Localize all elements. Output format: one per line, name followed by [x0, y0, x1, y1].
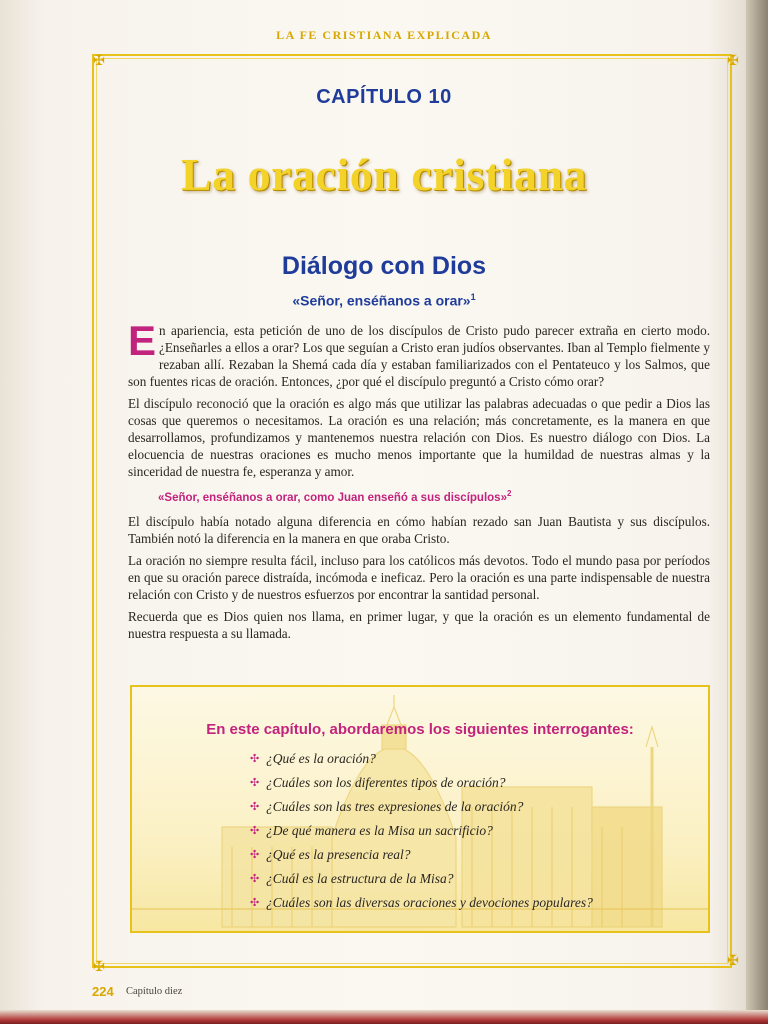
question-text: ¿Cuáles son las diversas oraciones y devociones populares? [266, 895, 593, 910]
section-title: Diálogo con Dios [281, 252, 487, 280]
paragraph [128, 317, 710, 390]
question-text: ¿De qué manera es la Misa un sacrificio? [266, 823, 493, 838]
cross-bullet-icon: ✣ [250, 873, 260, 885]
footnote-ref: 2 [506, 489, 512, 498]
question-item [250, 795, 593, 819]
question-text: ¿Qué es la presencia real? [266, 847, 411, 862]
question-item [250, 891, 593, 915]
question-item [250, 819, 593, 843]
cross-bullet-icon: ✣ [250, 897, 260, 909]
cross-bullet-icon: ✣ [250, 801, 260, 813]
cross-bullet-icon: ✣ [250, 777, 260, 789]
question-item [250, 771, 593, 795]
cross-ornament-icon: ✠ [93, 54, 105, 69]
cross-ornament-icon: ✠ [93, 960, 105, 975]
chapter-questions-box [130, 685, 710, 933]
page-edge-bottom [0, 1010, 768, 1024]
question-text: ¿Cuáles son las tres expresiones de la oración? [266, 799, 524, 814]
chapter-footer-label: Capítulo diez [126, 986, 183, 997]
question-text: ¿Qué es la oración? [266, 751, 376, 766]
questions-list [250, 747, 593, 915]
cross-bullet-icon: ✣ [250, 849, 260, 861]
question-text: ¿Cuáles son los diferentes tipos de oración? [266, 775, 506, 790]
page-number: 224 [92, 984, 114, 999]
cross-bullet-icon: ✣ [250, 753, 260, 765]
paragraph: El discípulo reconoció que la oración es algo más que utilizar las palabras adecuadas o que pedir a Dios las cosas que queremos o necesitamos. La oración es una relación; más concretamente, es la manera en que desarrollamos, profundizamos y mantenemos nuestra relación con Dios. Es nuestro diálogo con Dios. La elocuencia de nuestras oraciones es mucho menos importante que la humildad de nuestras almas y la sinceridad de nuestra fe, esperanza y amor. [128, 396, 710, 479]
footnote-ref: 1 [470, 292, 476, 302]
paragraph: La oración no siempre resulta fácil, incluso para los católicos más devotos. Todo el mundo pasa por períodos en que su oración parece distraída, incómoda e ineficaz. Pero la oración es una parte indispensable de nuestra relación con Cristo y de nuestros esfuerzos por encontrar la santidad personal. [128, 552, 710, 602]
questions-heading: En este capítulo, abordaremos los siguientes interrogantes: [206, 721, 634, 738]
pull-quote-text: «Señor, enséñanos a orar, como Juan enseñó a sus discípulos» [158, 491, 507, 504]
paragraph: Recuerda que es Dios quien nos llama, en primer lugar, y que la oración es un elemento fundamental de nuestra respuesta a su llamada. [128, 608, 710, 641]
cross-ornament-icon: ✠ [727, 54, 739, 69]
section-quote-text: «Señor, enséñanos a orar» [292, 292, 471, 309]
cross-bullet-icon: ✣ [250, 825, 260, 837]
pull-quote [158, 485, 710, 507]
question-item [250, 747, 593, 771]
paragraph-text: n apariencia, esta petición de uno de los discípulos de Cristo pudo parecer extraña en cierto modo. ¿Enseñarles a ellos a orar? Los que seguían a Cristo eran judíos observantes. Iban al Templo fielmente y rezaban allí. Rezaban la Shemá cada día y estaban familiarizados con el Pentateuco y los Salmos, que son fuentes ricas de oración. Entonces, ¿por qué el discípulo preguntó a Cristo cómo orar? [128, 323, 710, 389]
chapter-title: La oración cristiana [180, 149, 588, 200]
paragraph: El discípulo había notado alguna diferencia en cómo habían rezado san Juan Bautista y sus discípulos. También notó la diferencia en la manera en que oraba Cristo. [128, 513, 710, 546]
chapter-label: CAPÍTULO 10 [316, 86, 452, 108]
question-item [250, 843, 593, 867]
question-text: ¿Cuál es la estructura de la Misa? [266, 871, 454, 886]
drop-cap: E [128, 317, 157, 364]
running-head: LA FE CRISTIANA EXPLICADA [276, 28, 492, 42]
section-quote [0, 292, 768, 309]
body-text [128, 317, 710, 647]
question-item [250, 867, 593, 891]
cross-ornament-icon: ✠ [727, 954, 739, 969]
